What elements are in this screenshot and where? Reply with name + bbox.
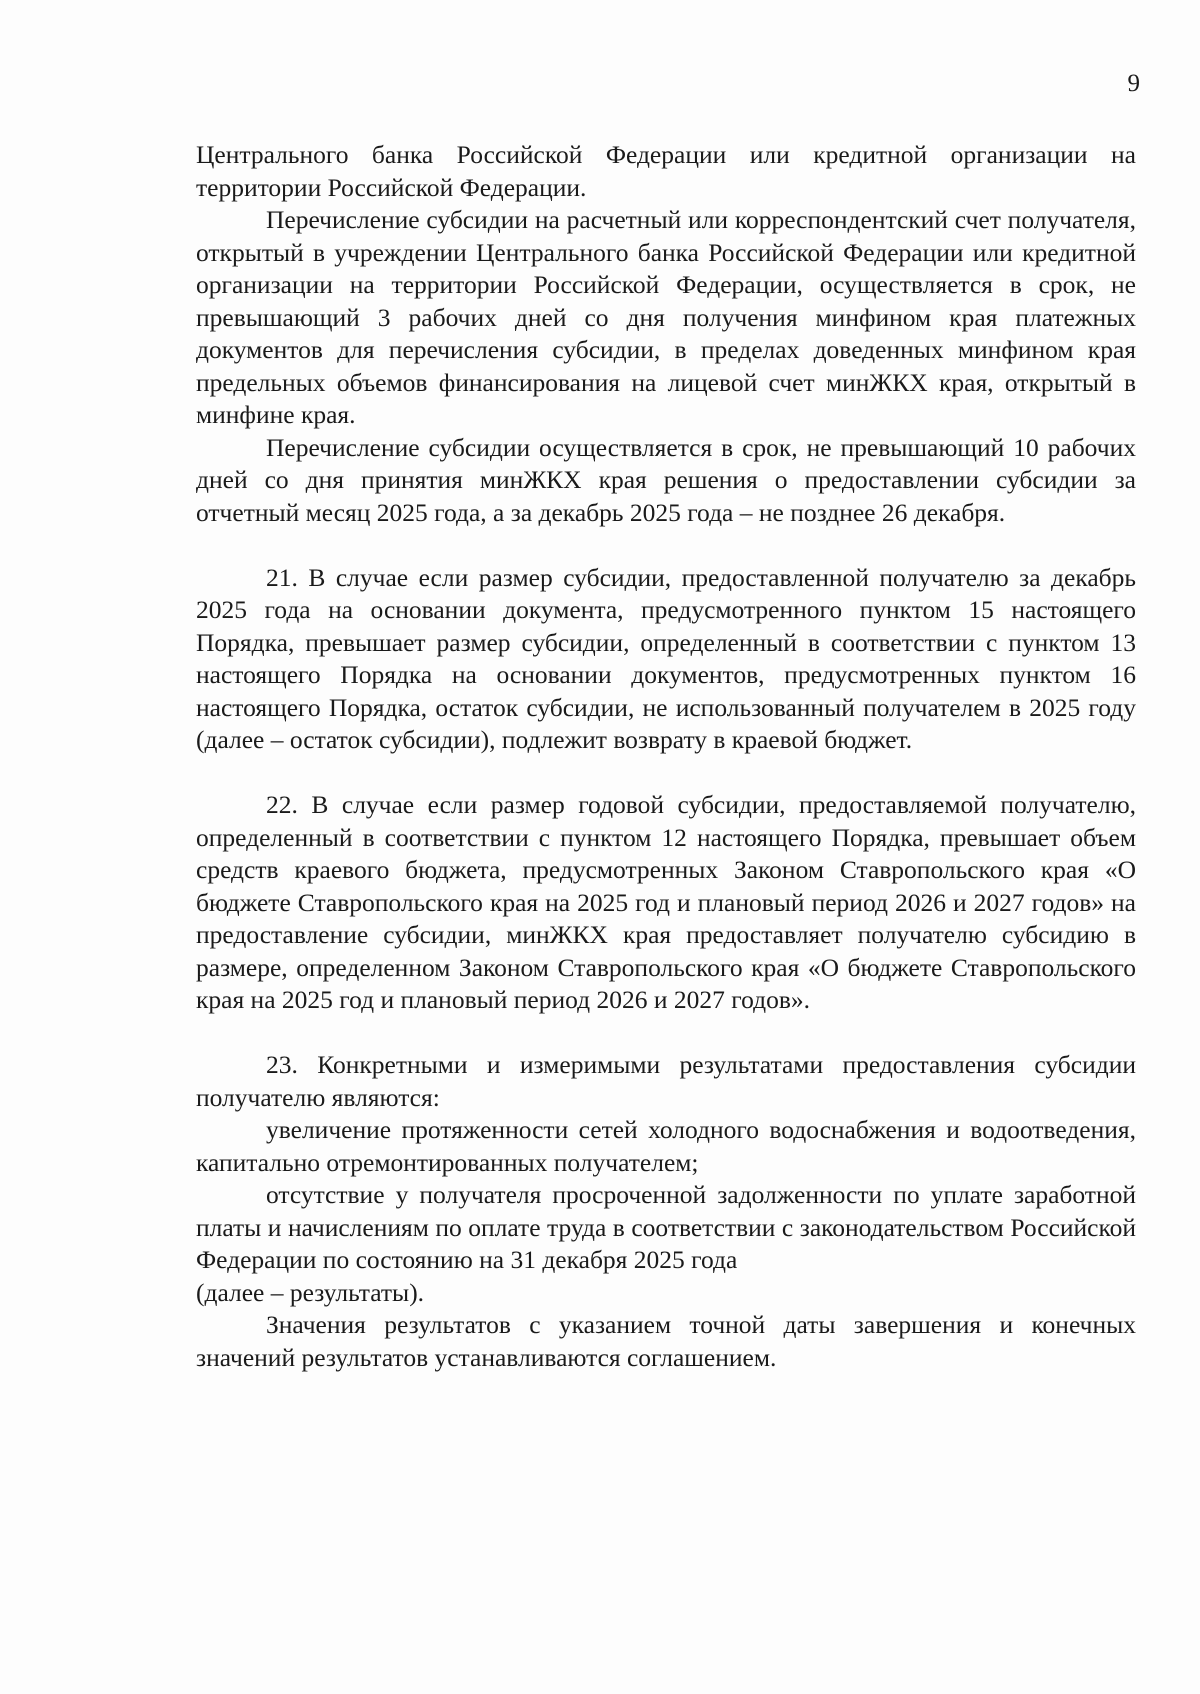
clause-21: 21. В случае если размер субсидии, предоставленной получателю за декабрь 2025 года на основании документа, предусмотренного пунктом 15 настоящего Порядка, превышает размер субсидии, определенный в соответствии с пунктом 13 настоящего Порядка на основании документов, предусмотренных пунктом 16 настоящего Порядка, остаток субсидии, не использованный получателем в 2025 году (далее – остаток субсидии), подлежит возврату в краевой бюджет. bbox=[196, 562, 1136, 754]
result-item-water-networks: увеличение протяженности сетей холодного водоснабжения и водоотведения, капитально отремонтированных получателем; bbox=[196, 1115, 1136, 1177]
results-definition: (далее – результаты). bbox=[196, 1277, 425, 1307]
result-item-no-arrears: отсутствие у получателя просроченной задолженности по уплате заработной платы и начислениям по оплате труда в соответствии с законодательством Российской Федерации по состоянию на 31 декабря 2025 года bbox=[196, 1180, 1136, 1274]
clause-22: 22. В случае если размер годовой субсидии, предоставляемой получателю, определенный в соответствии с пунктом 12 настоящего Порядка, превышает объем средств краевого бюджета, предусмотренных Законом Ставропольского края «О бюджете Ставропольского края на 2025 год и плановый период 2026 и 2027 годов» на предоставление субсидии, минЖКХ края предоставляет получателю субсидию в размере, определенном Законом Ставропольского края «О бюджете Ставропольского края на 2025 год и плановый период 2026 и 2027 годов». bbox=[196, 790, 1136, 1014]
clause-23: 23. Конкретными и измеримыми результатами предоставления субсидии получателю являются: bbox=[196, 1050, 1136, 1112]
paragraph-transfer-account: Перечисление субсидии на расчетный или корреспондентский счет получателя, открытый в учреждении Центрального банка Российской Федерации или кредитной организации на территории Российской Федерации, осуществляется в срок, не превышающий 3 рабочих дней со дня получения минфином края платежных документов для перечисления субсидии, в пределах доведенных минфином края предельных объемов финансирования на лицевой счет минЖКХ края, открытый в минфине края. bbox=[196, 205, 1136, 429]
paragraph-transfer-deadline: Перечисление субсидии осуществляется в срок, не превышающий 10 рабочих дней со дня принятия минЖКХ края решения о предоставлении субсидии за отчетный месяц 2025 года, а за декабрь 2025 года – не позднее 26 декабря. bbox=[196, 432, 1136, 527]
paragraph-results-values: Значения результатов с указанием точной даты завершения и конечных значений результатов устанавливаются соглашением. bbox=[196, 1310, 1136, 1372]
paragraph-continuation: Центрального банка Российской Федерации или кредитной организации на территории Российской Федерации. bbox=[196, 140, 1136, 202]
page-number: 9 bbox=[1127, 70, 1140, 97]
document-body bbox=[196, 139, 1136, 1374]
